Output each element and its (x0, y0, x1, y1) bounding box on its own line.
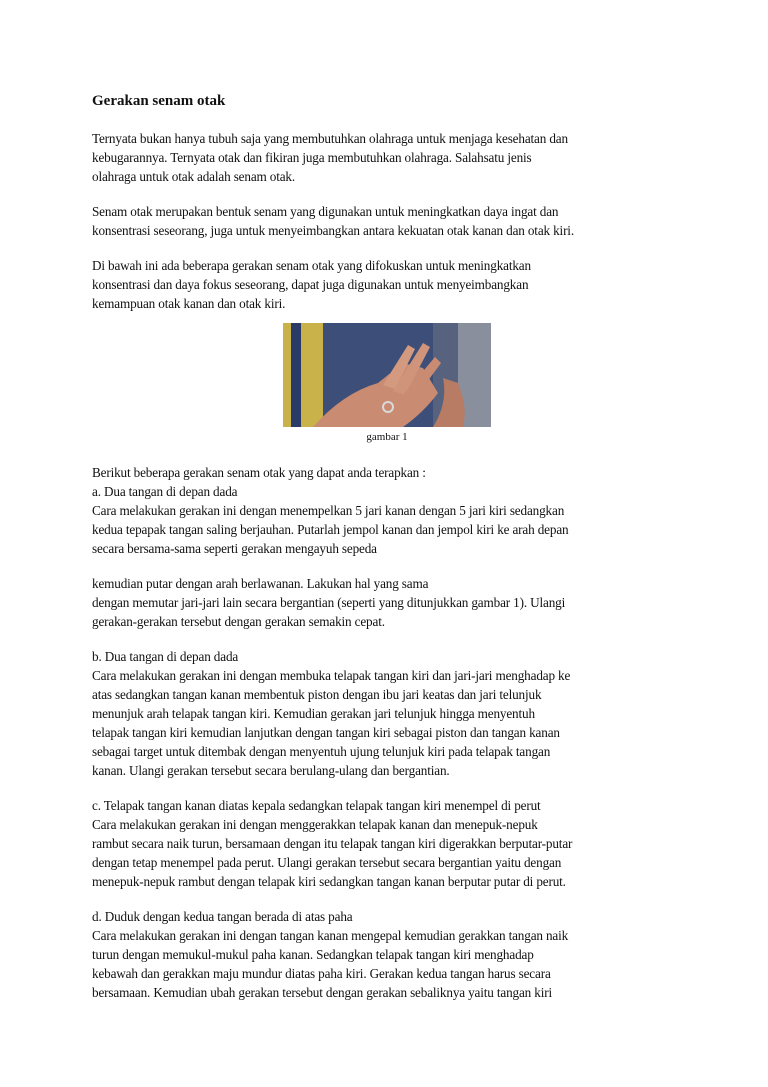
text-line: kemampuan otak kanan dan otak kiri. (92, 296, 286, 311)
hands-photo (283, 323, 491, 427)
intro-paragraph-2 (92, 202, 682, 240)
section-c (92, 796, 682, 891)
text-line: secara bersama-sama seperti gerakan mengayuh sepeda (92, 541, 377, 556)
section-heading: a. Dua tangan di depan dada (92, 484, 238, 499)
text-line: konsentrasi dan daya fokus seseorang, dapat juga digunakan untuk menyeimbangkan (92, 277, 529, 292)
section-heading: b. Dua tangan di depan dada (92, 649, 239, 664)
document-page (92, 92, 682, 1002)
text-line: gerakan-gerakan tersebut dengan gerakan semakin cepat. (92, 614, 385, 629)
figure-1 (92, 323, 682, 443)
text-line: olahraga untuk otak adalah senam otak. (92, 169, 296, 184)
text-line: Di bawah ini ada beberapa gerakan senam otak yang difokuskan untuk meningkatkan (92, 258, 531, 273)
text-line: atas sedangkan tangan kanan membentuk piston dengan ibu jari keatas dan jari telunjuk (92, 687, 542, 702)
section-a (92, 463, 682, 558)
text-line: menunjuk arah telapak tangan kiri. Kemudian gerakan jari telunjuk hingga menyentuh (92, 706, 535, 721)
text-line: rambut secara naik turun, bersamaan dengan itu telapak tangan kiri digerakkan berputar-putar (92, 836, 573, 851)
text-line: konsentrasi seseorang, juga untuk menyeimbangkan antara kekuatan otak kanan dan otak kiri. (92, 223, 574, 238)
text-line: kebugarannya. Ternyata otak dan fikiran juga membutuhkan olahraga. Salahsatu jenis (92, 150, 532, 165)
section-b (92, 647, 682, 780)
text-line: dengan tetap menempel pada perut. Ulangi gerakan tersebut secara bergantian yaitu dengan (92, 855, 562, 870)
text-line: telapak tangan kiri kemudian lanjutkan dengan tangan kiri sebagai piston dan tangan kanan (92, 725, 560, 740)
text-line: Cara melakukan gerakan ini dengan tangan kanan mengepal kemudian gerakkan tangan naik (92, 928, 569, 943)
section-a-continued (92, 574, 682, 631)
text-line: kanan. Ulangi gerakan tersebut secara berulang-ulang dan bergantian. (92, 763, 450, 778)
text-line: Cara melakukan gerakan ini dengan menggerakkan telapak kanan dan menepuk-nepuk (92, 817, 538, 832)
section-heading: d. Duduk dengan kedua tangan berada di atas paha (92, 909, 353, 924)
text-line: bersamaan. Kemudian ubah gerakan tersebut dengan gerakan sebaliknya yaitu tangan kiri (92, 985, 552, 1000)
text-line: Berikut beberapa gerakan senam otak yang dapat anda terapkan : (92, 465, 426, 480)
text-line: dengan memutar jari-jari lain secara bergantian (seperti yang ditunjukkan gambar 1). Ulangi (92, 595, 566, 610)
text-line: kemudian putar dengan arah berlawanan. Lakukan hal yang sama (92, 576, 429, 591)
section-heading: c. Telapak tangan kanan diatas kepala sedangkan telapak tangan kiri menempel di perut (92, 798, 541, 813)
text-line: Cara melakukan gerakan ini dengan membuka telapak tangan kiri dan jari-jari menghadap ke (92, 668, 571, 683)
text-line: sebagai target untuk ditembak dengan menyentuh ujung telunjuk kiri pada telapak tangan (92, 744, 551, 759)
document-title: Gerakan senam otak (92, 93, 226, 109)
text-line: Cara melakukan gerakan ini dengan menempelkan 5 jari kanan dengan 5 jari kiri sedangkan (92, 503, 565, 518)
text-line: Senam otak merupakan bentuk senam yang digunakan untuk meningkatkan daya ingat dan (92, 204, 559, 219)
intro-paragraph-1 (92, 129, 682, 186)
hands-illustration (283, 323, 491, 427)
figure-caption: gambar 1 (366, 431, 408, 443)
text-line: kebawah dan gerakkan maju mundur diatas paha kiri. Gerakan kedua tangan harus secara (92, 966, 551, 981)
text-line: kedua tepapak tangan saling berjauhan. Putarlah jempol kanan dan jempol kiri ke arah depan (92, 522, 569, 537)
text-line: Ternyata bukan hanya tubuh saja yang membutuhkan olahraga untuk menjaga kesehatan dan (92, 131, 568, 146)
text-line: menepuk-nepuk rambut dengan telapak kiri sedangkan tangan kanan berputar putar di perut. (92, 874, 566, 889)
intro-paragraph-3 (92, 256, 682, 313)
section-d (92, 907, 682, 1002)
text-line: turun dengan memukul-mukul paha kanan. Sedangkan telapak tangan kiri menghadap (92, 947, 534, 962)
